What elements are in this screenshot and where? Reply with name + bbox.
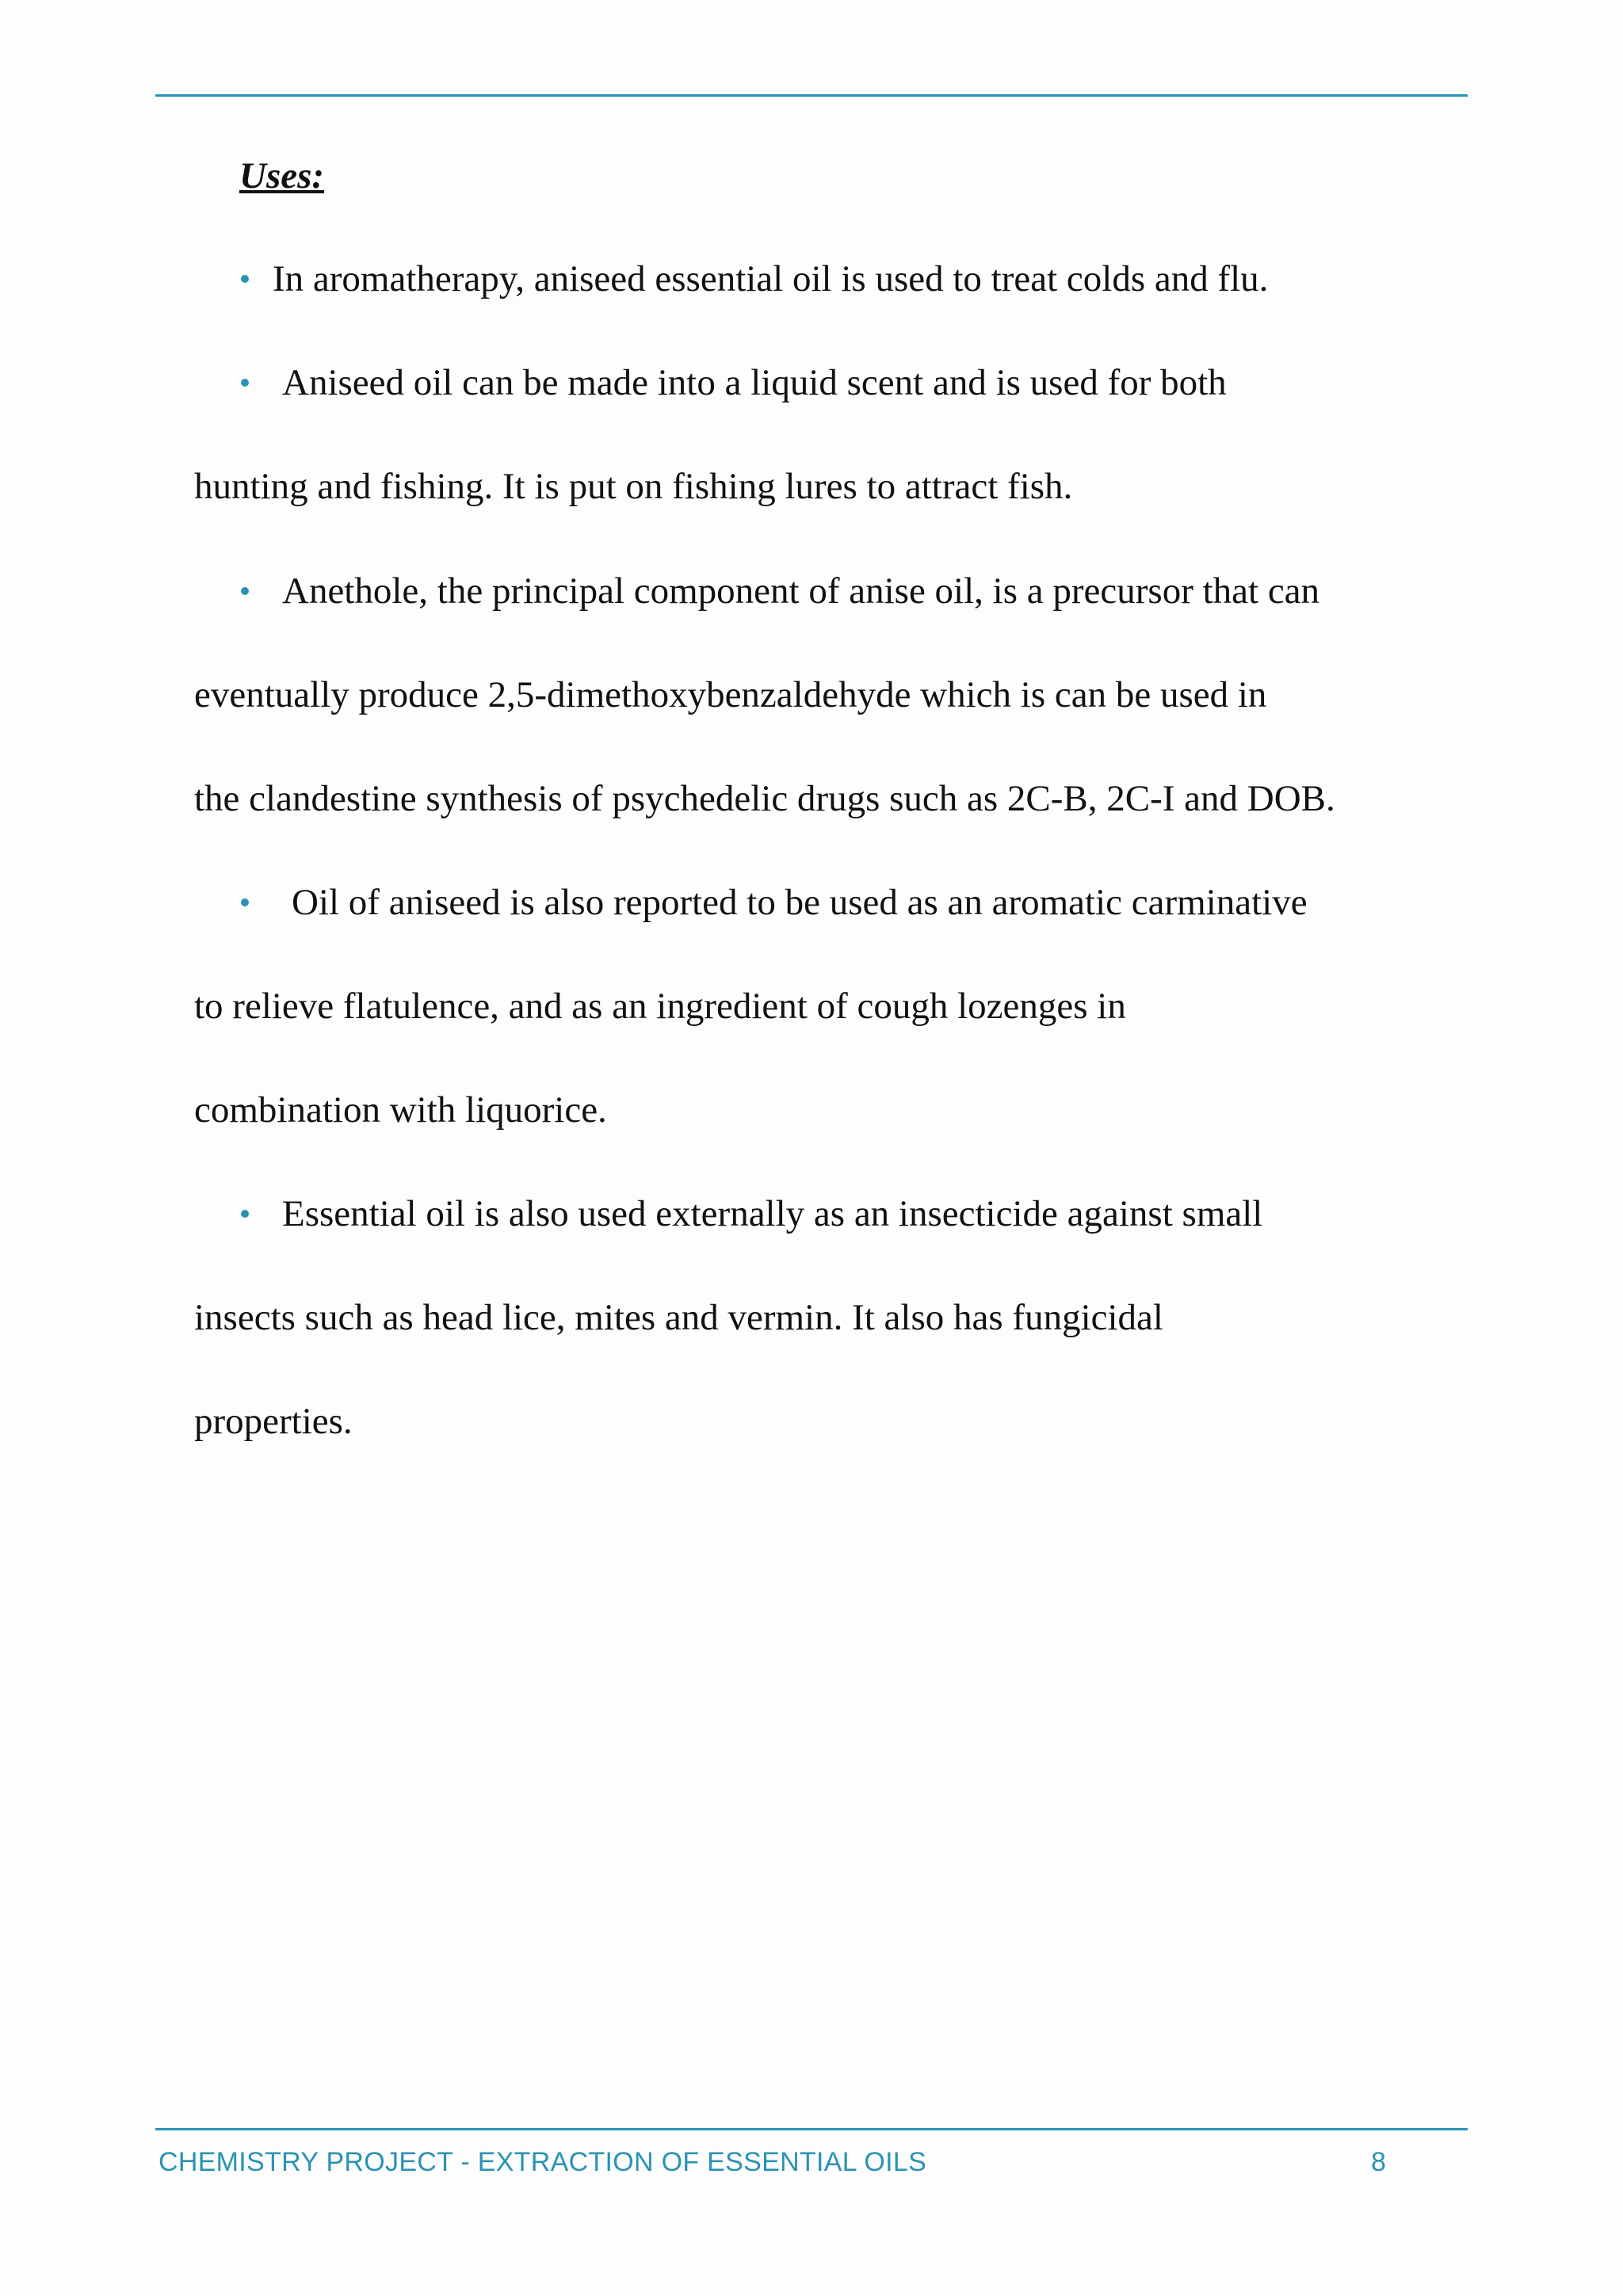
page-number: 8	[1371, 2147, 1386, 2177]
list-item	[241, 879, 1308, 926]
list-item	[241, 1190, 1262, 1238]
footer-rule	[155, 2128, 1468, 2130]
bullet-text: In aromatherapy, aniseed essential oil is used to treat colds and flu.	[273, 258, 1269, 299]
list-item	[241, 359, 1227, 406]
bullet-icon	[241, 1210, 249, 1218]
header-rule	[155, 94, 1468, 97]
bullet-continuation: combination with liquorice.	[194, 1089, 607, 1131]
bullet-continuation: hunting and fishing. It is put on fishing lures to attract fish.	[194, 466, 1073, 507]
bullet-text: Oil of aniseed is also reported to be used as an aromatic carminative	[292, 882, 1308, 923]
bullet-continuation: to relieve flatulence, and as an ingredient of cough lozenges in	[194, 986, 1126, 1027]
bullet-continuation: properties.	[194, 1401, 353, 1442]
bullet-icon	[241, 379, 249, 387]
bullet-text: Aniseed oil can be made into a liquid scent and is used for both	[282, 362, 1227, 403]
bullet-icon	[241, 587, 249, 595]
footer-title: CHEMISTRY PROJECT - EXTRACTION OF ESSENTIAL OILS	[158, 2147, 927, 2177]
bullet-continuation: eventually produce 2,5-dimethoxybenzaldehyde which is can be used in	[194, 674, 1267, 715]
bullet-continuation: the clandestine synthesis of psychedelic drugs such as 2C-B, 2C-I and DOB.	[194, 778, 1335, 819]
list-item	[241, 255, 1268, 303]
bullet-text: Essential oil is also used externally as an insecticide against small	[282, 1193, 1263, 1234]
bullet-text: Anethole, the principal component of anise oil, is a precursor that can	[282, 570, 1320, 612]
bullet-icon	[241, 898, 249, 906]
bullet-continuation: insects such as head lice, mites and vermin. It also has fungicidal	[194, 1297, 1163, 1338]
bullet-icon	[241, 275, 249, 283]
section-heading: Uses:	[239, 155, 325, 196]
list-item	[241, 567, 1319, 615]
